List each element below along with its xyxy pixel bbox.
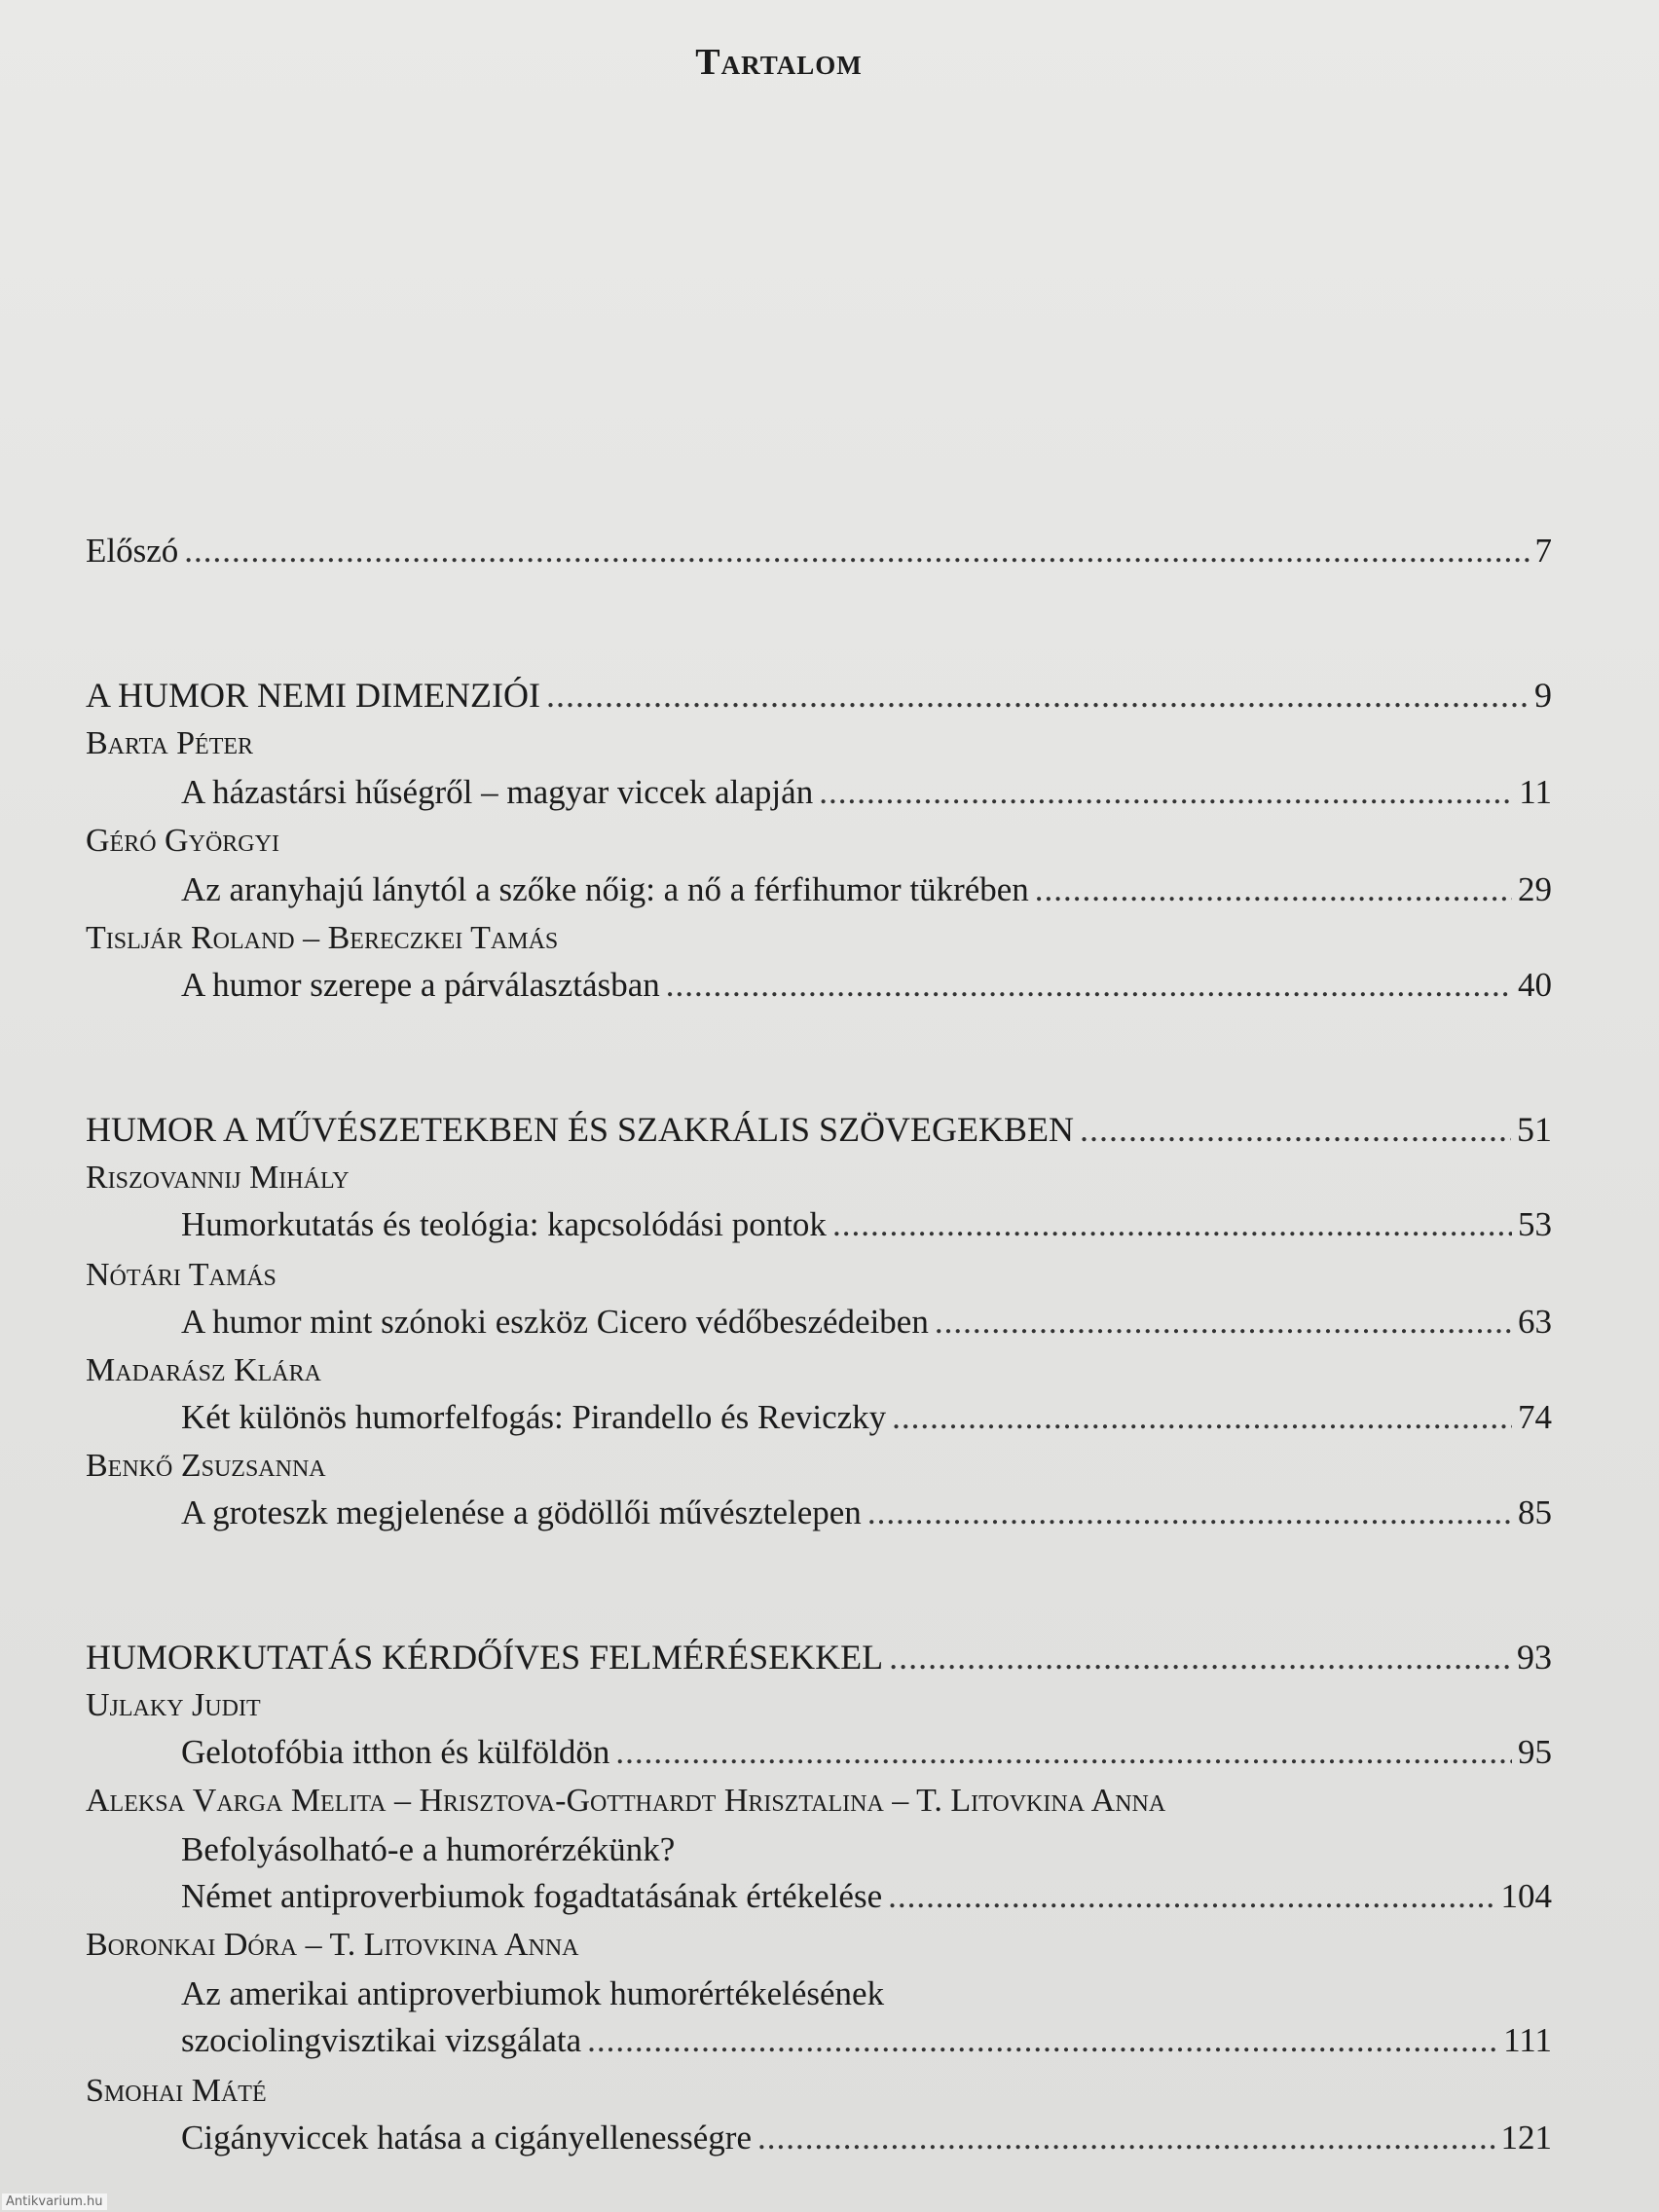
toc-entry[interactable] (181, 1731, 1552, 1774)
toc-entry[interactable] (181, 771, 1552, 814)
toc-label: A HUMOR NEMI DIMENZIÓI (86, 676, 540, 715)
dot-leader (935, 1301, 1512, 1344)
dot-leader (666, 964, 1512, 1007)
toc-author: Ujlaky Judit (86, 1687, 261, 1723)
toc-entry[interactable] (181, 1203, 1552, 1246)
page-number: 121 (1500, 2119, 1552, 2157)
toc-author: Géró Györgyi (86, 823, 279, 859)
page-number: 11 (1519, 773, 1552, 811)
toc-author: Tisljár Roland – Bereczkei Tamás (86, 920, 559, 956)
toc-label: Az aranyhajú lánytól a szőke nőig: a nő a férfihumor tükrében (181, 870, 1029, 908)
toc-label: HUMOR A MŰVÉSZETEKBEN ÉS SZAKRÁLIS SZÖVEGEKBEN (86, 1110, 1075, 1149)
toc-entry-first-line: Az amerikai antiproverbiumok humorértékelésének (181, 1974, 885, 2012)
page-number: 111 (1503, 2021, 1552, 2059)
toc-entry[interactable] (181, 2117, 1552, 2159)
page-number: 85 (1518, 1493, 1552, 1531)
toc-label: A házastársi hűségről – magyar viccek alapján (181, 773, 814, 811)
page-number: 93 (1517, 1638, 1552, 1677)
toc-entry[interactable] (181, 1301, 1552, 1344)
toc-entry[interactable] (181, 2019, 1552, 2062)
page-number: 74 (1518, 1398, 1552, 1436)
page-number: 53 (1518, 1205, 1552, 1243)
page-number: 51 (1517, 1110, 1552, 1149)
toc-entry[interactable] (181, 868, 1552, 911)
toc-label: Humorkutatás és teológia: kapcsolódási pontok (181, 1205, 827, 1243)
dot-leader (889, 1636, 1511, 1678)
toc-label: Cigányviccek hatása a cigányellenességre (181, 2119, 752, 2157)
toc-label: szociolingvisztikai vizsgálata (181, 2021, 582, 2059)
page-number: 95 (1518, 1733, 1552, 1771)
toc-label: Előszó (86, 532, 179, 570)
toc-label: Két különös humorfelfogás: Pirandello és Reviczky (181, 1398, 887, 1436)
dot-leader (867, 1492, 1512, 1534)
page-number: 7 (1534, 532, 1552, 570)
toc-author: Barta Péter (86, 725, 254, 761)
dot-leader (757, 2117, 1495, 2159)
toc-label: A humor szerepe a párválasztásban (181, 966, 660, 1004)
dot-leader (615, 1731, 1512, 1774)
watermark: Antikvarium.hu (2, 2194, 107, 2210)
dot-leader (184, 530, 1529, 572)
toc-author: Riszovannij Mihály (86, 1160, 350, 1196)
toc-preface[interactable] (86, 530, 1552, 572)
dot-leader (888, 1875, 1494, 1918)
dot-leader (587, 2019, 1497, 2062)
toc-label: Német antiproverbiumok fogadtatásának értékelése (181, 1877, 883, 1915)
toc-author: Smohai Máté (86, 2073, 267, 2109)
dot-leader (1035, 868, 1512, 911)
toc-label: A humor mint szónoki eszköz Cicero védőbeszédeiben (181, 1303, 929, 1341)
toc-section[interactable] (86, 1636, 1552, 1678)
toc-author: Aleksa Varga Melita – Hrisztova-Gotthardt Hrisztalina – T. Litovkina Anna (86, 1783, 1166, 1819)
toc-entry[interactable] (181, 1492, 1552, 1534)
dot-leader (892, 1396, 1512, 1439)
toc-label: Gelotofóbia itthon és külföldön (181, 1733, 610, 1771)
toc-author: Benkő Zsuzsanna (86, 1448, 326, 1484)
dot-leader (832, 1203, 1512, 1246)
toc-label: HUMORKUTATÁS KÉRDŐÍVES FELMÉRÉSEKKEL (86, 1638, 884, 1677)
dot-leader (546, 674, 1529, 717)
toc-entry[interactable] (181, 1396, 1552, 1439)
page-number: 9 (1534, 676, 1552, 715)
page-number: 29 (1518, 870, 1552, 908)
toc-author: Madarász Klára (86, 1352, 321, 1388)
dot-leader (819, 771, 1513, 814)
toc-author: Nótári Tamás (86, 1257, 276, 1293)
toc-entry[interactable] (181, 964, 1552, 1007)
dot-leader (1080, 1108, 1511, 1151)
toc-entry-first-line: Befolyásolható-e a humorérzékünk? (181, 1830, 676, 1868)
toc-section[interactable] (86, 674, 1552, 717)
toc-section[interactable] (86, 1108, 1552, 1151)
page-title: Tartalom (695, 42, 863, 83)
page-number: 63 (1518, 1303, 1552, 1341)
page-number: 40 (1518, 966, 1552, 1004)
toc-author: Boronkai Dóra – T. Litovkina Anna (86, 1927, 579, 1963)
toc-entry[interactable] (181, 1875, 1552, 1918)
toc-label: A groteszk megjelenése a gödöllői művésztelepen (181, 1493, 862, 1531)
page-number: 104 (1500, 1877, 1552, 1915)
